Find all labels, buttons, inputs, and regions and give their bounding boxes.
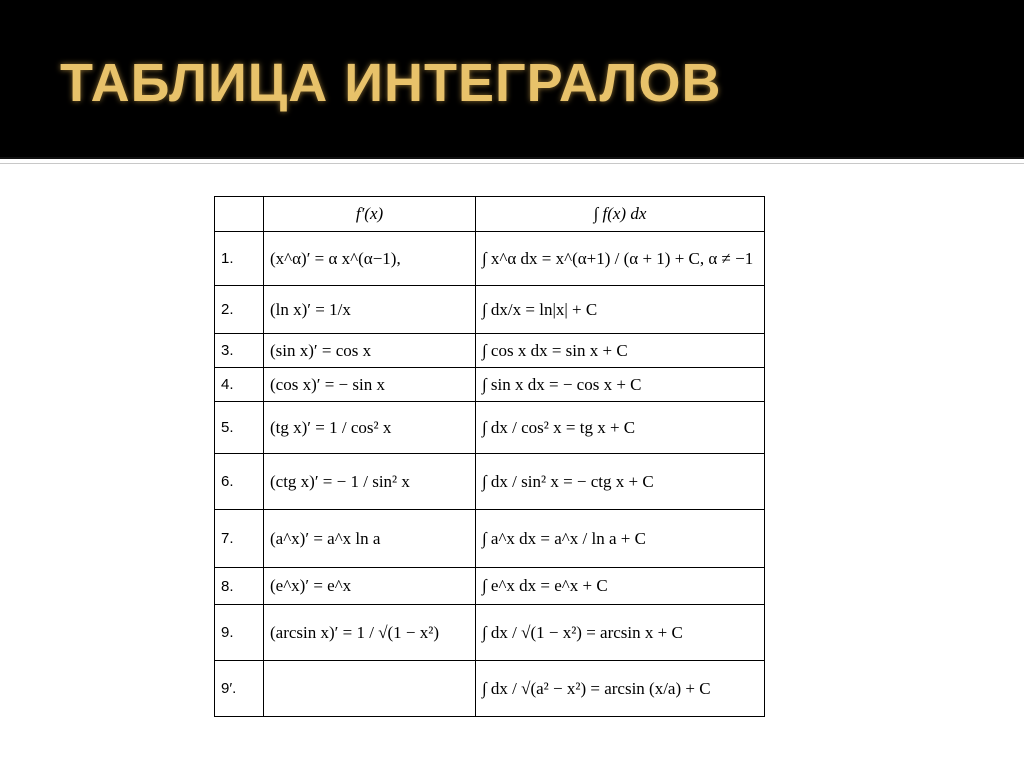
integral-formula: ∫ dx / √(a² − x²) = arcsin (x/a) + C [476, 661, 765, 717]
table-row [215, 402, 765, 454]
table-row [215, 454, 765, 510]
row-number: 7. [215, 510, 264, 568]
slide-title: ТАБЛИЦА ИНТЕГРАЛОВ [60, 53, 722, 113]
table-row [215, 286, 765, 334]
derivative-formula: (tg x)′ = 1 / cos² x [264, 402, 476, 454]
table-row [215, 605, 765, 661]
integral-formula: ∫ dx / √(1 − x²) = arcsin x + C [476, 605, 765, 661]
table-row [215, 510, 765, 568]
integral-formula: ∫ x^α dx = x^(α+1) / (α + 1) + C, α ≠ −1 [476, 232, 765, 286]
derivative-formula: (ctg x)′ = − 1 / sin² x [264, 454, 476, 510]
derivative-formula: (x^α)′ = α x^(α−1), [264, 232, 476, 286]
table-row [215, 334, 765, 368]
derivative-formula: (e^x)′ = e^x [264, 568, 476, 605]
derivative-formula [264, 661, 476, 717]
derivative-formula: (arcsin x)′ = 1 / √(1 − x²) [264, 605, 476, 661]
integral-formula: ∫ a^x dx = a^x / ln a + C [476, 510, 765, 568]
row-number: 9′. [215, 661, 264, 717]
header-integral: ∫ f(x) dx [476, 197, 765, 232]
derivative-formula: (ln x)′ = 1/x [264, 286, 476, 334]
header-divider [0, 157, 1024, 159]
integral-formula: ∫ sin x dx = − cos x + C [476, 368, 765, 402]
integral-formula: ∫ dx / cos² x = tg x + C [476, 402, 765, 454]
derivative-formula: (a^x)′ = a^x ln a [264, 510, 476, 568]
header-num [215, 197, 264, 232]
row-number: 2. [215, 286, 264, 334]
header-divider-thin [0, 163, 1024, 164]
row-number: 9. [215, 605, 264, 661]
derivative-formula: (cos x)′ = − sin x [264, 368, 476, 402]
header-derivative: f′(x) [264, 197, 476, 232]
table-row [215, 568, 765, 605]
row-number: 4. [215, 368, 264, 402]
integrals-table [214, 196, 765, 717]
table-row [215, 368, 765, 402]
integral-formula: ∫ dx / sin² x = − ctg x + C [476, 454, 765, 510]
row-number: 5. [215, 402, 264, 454]
row-number: 6. [215, 454, 264, 510]
integral-formula: ∫ dx/x = ln|x| + C [476, 286, 765, 334]
row-number: 8. [215, 568, 264, 605]
row-number: 1. [215, 232, 264, 286]
row-number: 3. [215, 334, 264, 368]
slide-header [0, 0, 1024, 157]
table-row [215, 661, 765, 717]
derivative-formula: (sin x)′ = cos x [264, 334, 476, 368]
table-header-row [215, 197, 765, 232]
integral-formula: ∫ cos x dx = sin x + C [476, 334, 765, 368]
table-row [215, 232, 765, 286]
integral-formula: ∫ e^x dx = e^x + C [476, 568, 765, 605]
